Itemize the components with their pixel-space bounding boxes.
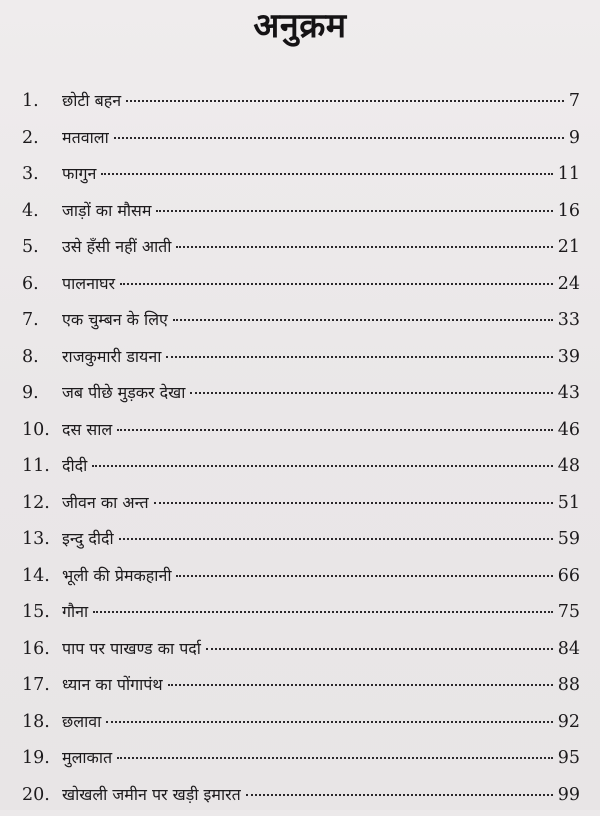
- chapter-title: छलावा: [62, 707, 101, 737]
- toc-entry: [0, 597, 600, 634]
- entry-line: [62, 524, 580, 554]
- dot-leader: [176, 575, 552, 577]
- toc-entry: [0, 305, 600, 342]
- dot-leader: [117, 757, 553, 759]
- page-number: 48: [558, 451, 580, 481]
- dot-leader: [117, 429, 553, 431]
- chapter-title: खोखली जमीन पर खड़ी इमारत: [62, 780, 241, 810]
- toc-entry: [0, 196, 600, 233]
- dot-leader: [92, 465, 552, 467]
- entry-line: [62, 597, 580, 627]
- toc-entry: [0, 488, 600, 525]
- chapter-title: एक चुम्बन के लिए: [62, 305, 168, 335]
- chapter-title: पाप पर पाखण्ड का पर्दा: [62, 634, 201, 664]
- dot-leader: [206, 648, 553, 650]
- dot-leader: [106, 721, 552, 723]
- entry-line: [62, 196, 580, 226]
- page-number: 7: [569, 86, 580, 116]
- entry-line: [62, 86, 580, 116]
- toc-entry: [0, 269, 600, 306]
- chapter-title: भूली की प्रेमकहानी: [62, 561, 171, 591]
- entry-number: 9.: [22, 378, 62, 408]
- toc-entry: [0, 415, 600, 452]
- entry-number: 4.: [22, 196, 62, 226]
- entry-line: [62, 305, 580, 335]
- entry-line: [62, 232, 580, 262]
- entry-number: 15.: [22, 597, 62, 627]
- chapter-title: राजकुमारी डायना: [62, 342, 161, 372]
- entry-number: 6.: [22, 269, 62, 299]
- toc-entry: [0, 342, 600, 379]
- page-number: 33: [558, 305, 580, 335]
- dot-leader: [168, 684, 553, 686]
- toc-entry: [0, 561, 600, 598]
- dot-leader: [246, 794, 553, 796]
- entry-line: [62, 780, 580, 810]
- page-number: 24: [558, 269, 580, 299]
- entry-line: [62, 415, 580, 445]
- chapter-title: फागुन: [62, 159, 96, 189]
- entry-line: [62, 634, 580, 664]
- entry-number: 7.: [22, 305, 62, 335]
- page-number: 88: [558, 670, 580, 700]
- dot-leader: [173, 319, 553, 321]
- entry-line: [62, 378, 580, 408]
- chapter-title: गौना: [62, 597, 88, 627]
- chapter-title: जीवन का अन्त: [62, 488, 149, 518]
- entry-line: [62, 743, 580, 773]
- page-number: 46: [558, 415, 580, 445]
- chapter-title: दीदी: [62, 451, 87, 481]
- toc-entry: [0, 634, 600, 671]
- chapter-title: पालनाघर: [62, 269, 115, 299]
- page-number: 92: [558, 707, 580, 737]
- dot-leader: [154, 502, 553, 504]
- dot-leader: [119, 538, 553, 540]
- toc-entry: [0, 232, 600, 269]
- entry-number: 1.: [22, 86, 62, 116]
- entry-number: 20.: [22, 780, 62, 810]
- chapter-title: छोटी बहन: [62, 86, 121, 116]
- dot-leader: [156, 210, 552, 212]
- entry-line: [62, 342, 580, 372]
- entry-number: 19.: [22, 743, 62, 773]
- entry-number: 13.: [22, 524, 62, 554]
- toc-entry: [0, 780, 600, 816]
- toc-entry: [0, 743, 600, 780]
- toc-entry: [0, 670, 600, 707]
- page-number: 51: [558, 488, 580, 518]
- dot-leader: [93, 611, 553, 613]
- toc-entry: [0, 86, 600, 123]
- page-number: 99: [558, 780, 580, 810]
- dot-leader: [126, 100, 564, 102]
- entry-number: 12.: [22, 488, 62, 518]
- entry-line: [62, 269, 580, 299]
- page-number: 84: [558, 634, 580, 664]
- dot-leader: [101, 173, 552, 175]
- page-number: 16: [558, 196, 580, 226]
- dot-leader: [114, 137, 564, 139]
- entry-number: 18.: [22, 707, 62, 737]
- toc-entry: [0, 451, 600, 488]
- entry-line: [62, 561, 580, 591]
- page-number: 43: [558, 378, 580, 408]
- dot-leader: [120, 283, 553, 285]
- entry-line: [62, 123, 580, 153]
- chapter-title: जाड़ों का मौसम: [62, 196, 151, 226]
- toc-entry: [0, 123, 600, 160]
- entry-number: 16.: [22, 634, 62, 664]
- entry-number: 5.: [22, 232, 62, 262]
- page-number: 59: [558, 524, 580, 554]
- chapter-title: इन्दु दीदी: [62, 524, 114, 554]
- entry-number: 11.: [22, 451, 62, 481]
- chapter-title: मतवाला: [62, 123, 109, 153]
- table-of-contents: [0, 86, 600, 816]
- page-title: अनुक्रम: [0, 6, 600, 46]
- dot-leader: [190, 392, 552, 394]
- entry-number: 8.: [22, 342, 62, 372]
- page-number: 66: [558, 561, 580, 591]
- page-number: 21: [558, 232, 580, 262]
- chapter-title: जब पीछे मुड़कर देखा: [62, 378, 185, 408]
- entry-line: [62, 488, 580, 518]
- page-number: 75: [558, 597, 580, 627]
- dot-leader: [166, 356, 552, 358]
- chapter-title: ध्यान का पोंगापंथ: [62, 670, 163, 700]
- chapter-title: मुलाकात: [62, 743, 112, 773]
- entry-line: [62, 159, 580, 189]
- entry-number: 3.: [22, 159, 62, 189]
- dot-leader: [176, 246, 552, 248]
- chapter-title: दस साल: [62, 415, 112, 445]
- entry-line: [62, 451, 580, 481]
- entry-number: 2.: [22, 123, 62, 153]
- entry-line: [62, 707, 580, 737]
- toc-entry: [0, 707, 600, 744]
- page-number: 11: [558, 159, 580, 189]
- entry-number: 14.: [22, 561, 62, 591]
- chapter-title: उसे हँसी नहीं आती: [62, 232, 171, 262]
- entry-number: 10.: [22, 415, 62, 445]
- entry-line: [62, 670, 580, 700]
- page-number: 9: [569, 123, 580, 153]
- toc-entry: [0, 378, 600, 415]
- toc-entry: [0, 524, 600, 561]
- toc-entry: [0, 159, 600, 196]
- page-number: 39: [558, 342, 580, 372]
- entry-number: 17.: [22, 670, 62, 700]
- page-number: 95: [558, 743, 580, 773]
